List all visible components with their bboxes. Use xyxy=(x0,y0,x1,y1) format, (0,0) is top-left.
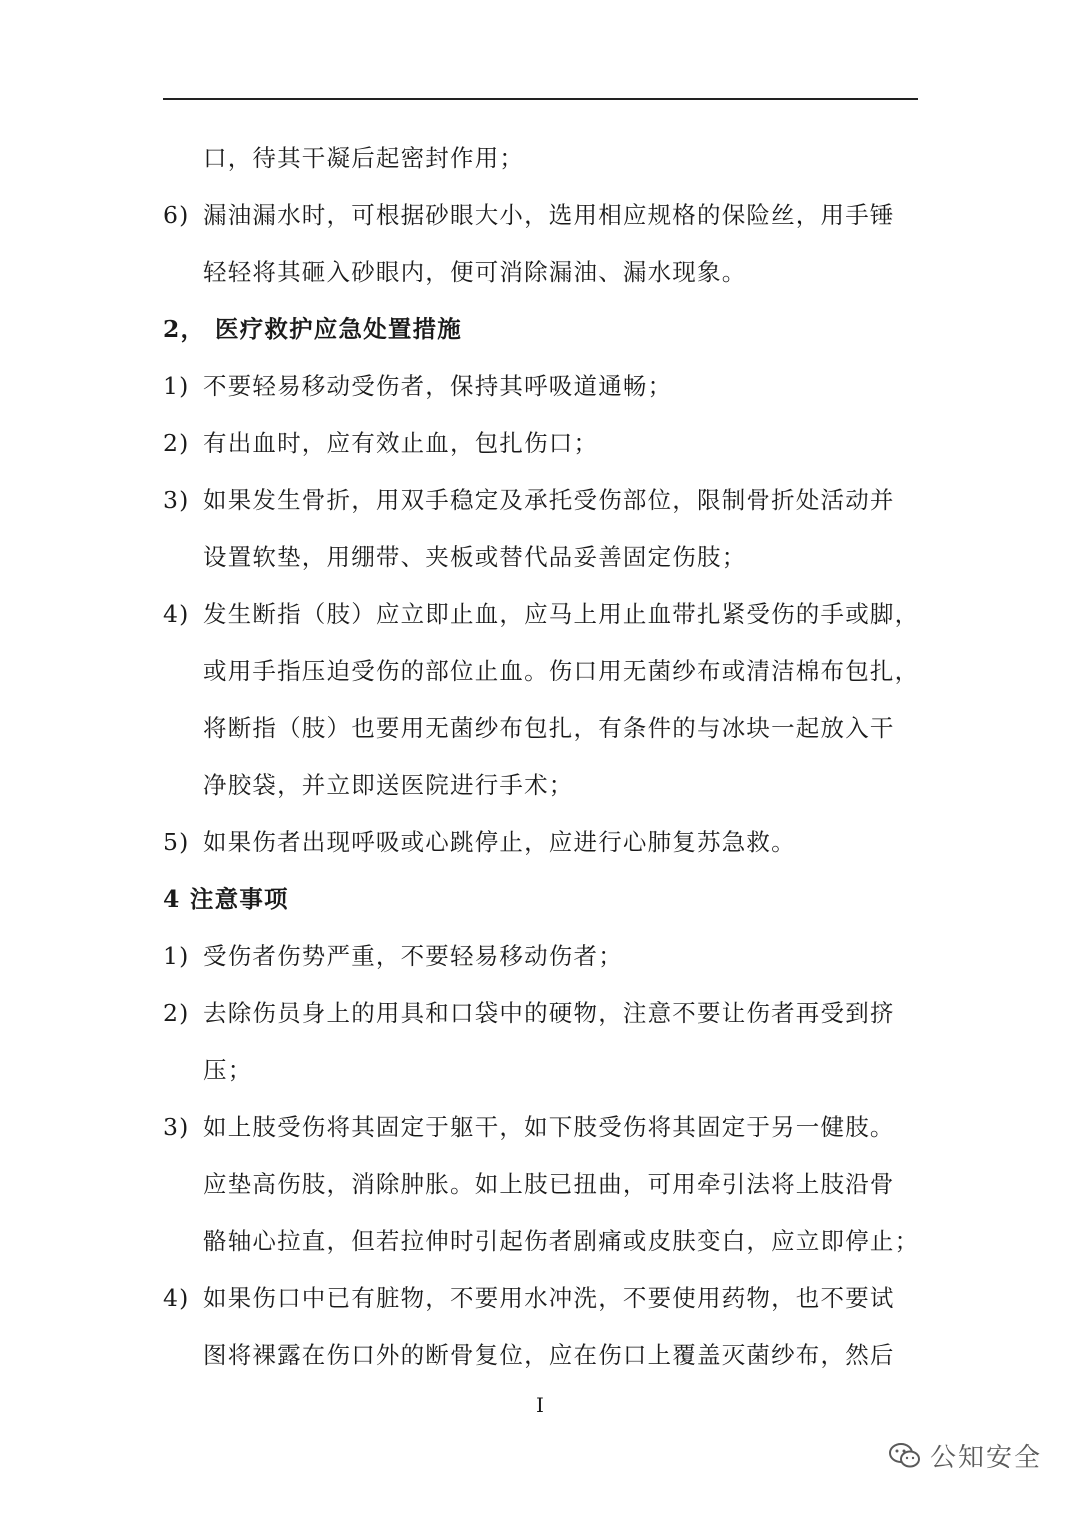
list-number: 3) xyxy=(163,1113,190,1141)
paragraph-text: 图将裸露在伤口外的断骨复位，应在伤口上覆盖灭菌纱布，然后 xyxy=(203,1341,895,1369)
list-number: 2) xyxy=(163,429,190,457)
paragraph-text: 去除伤员身上的用具和口袋中的硬物，注意不要让伤者再受到挤 xyxy=(203,999,895,1027)
paragraph-text: 将断指（肢）也要用无菌纱布包扎，有条件的与冰块一起放入干 xyxy=(203,714,895,742)
list-number: 3) xyxy=(163,486,190,514)
text-line xyxy=(163,1327,923,1384)
text-line xyxy=(163,1213,923,1270)
section-heading: 4 注意事项 xyxy=(163,885,289,913)
paragraph-text: 或用手指压迫受伤的部位止血。伤口用无菌纱布或清洁棉布包扎， xyxy=(203,657,920,685)
text-line xyxy=(163,1042,923,1099)
list-number: 4) xyxy=(163,1284,190,1312)
text-line xyxy=(163,244,923,301)
text-line xyxy=(163,985,923,1042)
paragraph-text: 如上肢受伤将其固定于躯干，如下肢受伤将其固定于另一健肢。 xyxy=(203,1113,895,1141)
text-line xyxy=(163,130,923,187)
paragraph-text: 如果发生骨折，用双手稳定及承托受伤部位，限制骨折处活动并 xyxy=(203,486,895,514)
list-number: 1) xyxy=(163,372,190,400)
paragraph-text: 漏油漏水时，可根据砂眼大小，选用相应规格的保险丝，用手锤 xyxy=(203,201,895,229)
paragraph-text: 压； xyxy=(203,1056,253,1084)
list-number: 2) xyxy=(163,999,190,1027)
watermark-text: 公知安全 xyxy=(929,1443,1042,1473)
list-number: 4) xyxy=(163,600,190,628)
wechat-icon xyxy=(888,1441,922,1471)
paragraph-text: 设置软垫，用绷带、夹板或替代品妥善固定伤肢； xyxy=(203,543,747,571)
watermark xyxy=(888,1437,1042,1474)
text-line xyxy=(163,643,923,700)
list-number: 1) xyxy=(163,942,190,970)
text-line xyxy=(163,1099,923,1156)
paragraph-text: 净胶袋，并立即送医院进行手术； xyxy=(203,771,574,799)
text-line xyxy=(163,757,923,814)
paragraph-text: 口，待其干凝后起密封作用； xyxy=(203,144,525,172)
text-line xyxy=(163,187,923,244)
list-number: 5) xyxy=(163,828,190,856)
paragraph-text: 如果伤口中已有脏物，不要用水冲洗，不要使用药物，也不要试 xyxy=(203,1284,895,1312)
text-line xyxy=(163,301,923,358)
text-line xyxy=(163,472,923,529)
paragraph-text: 有出血时，应有效止血，包扎伤口； xyxy=(203,429,599,457)
paragraph-text: 应垫高伤肢，消除肿胀。如上肢已扭曲，可用牵引法将上肢沿骨 xyxy=(203,1170,895,1198)
text-line xyxy=(163,358,923,415)
text-line xyxy=(163,1156,923,1213)
list-number: 2， xyxy=(163,315,206,343)
paragraph-text: 受伤者伤势严重，不要轻易移动伤者； xyxy=(203,942,623,970)
text-line xyxy=(163,1270,923,1327)
header-rule xyxy=(163,98,918,100)
paragraph-text: 发生断指（肢）应立即止血，应马上用止血带扎紧受伤的手或脚， xyxy=(203,600,920,628)
text-line xyxy=(163,529,923,586)
paragraph-text: 不要轻易移动受伤者，保持其呼吸道通畅； xyxy=(203,372,673,400)
document-body xyxy=(163,130,923,1384)
text-line xyxy=(163,928,923,985)
paragraph-text: 如果伤者出现呼吸或心跳停止，应进行心肺复苏急救。 xyxy=(203,828,796,856)
text-line xyxy=(163,700,923,757)
text-line xyxy=(163,586,923,643)
paragraph-text: 轻轻将其砸入砂眼内，便可消除漏油、漏水现象。 xyxy=(203,258,747,286)
text-line xyxy=(163,415,923,472)
page-number: I xyxy=(536,1393,544,1417)
section-heading: 医疗救护应急处置措施 xyxy=(215,315,462,343)
text-line xyxy=(163,871,923,928)
paragraph-text: 骼轴心拉直，但若拉伸时引起伤者剧痛或皮肤变白，应立即停止； xyxy=(203,1227,920,1255)
text-line xyxy=(163,814,923,871)
list-number: 6) xyxy=(163,201,190,229)
